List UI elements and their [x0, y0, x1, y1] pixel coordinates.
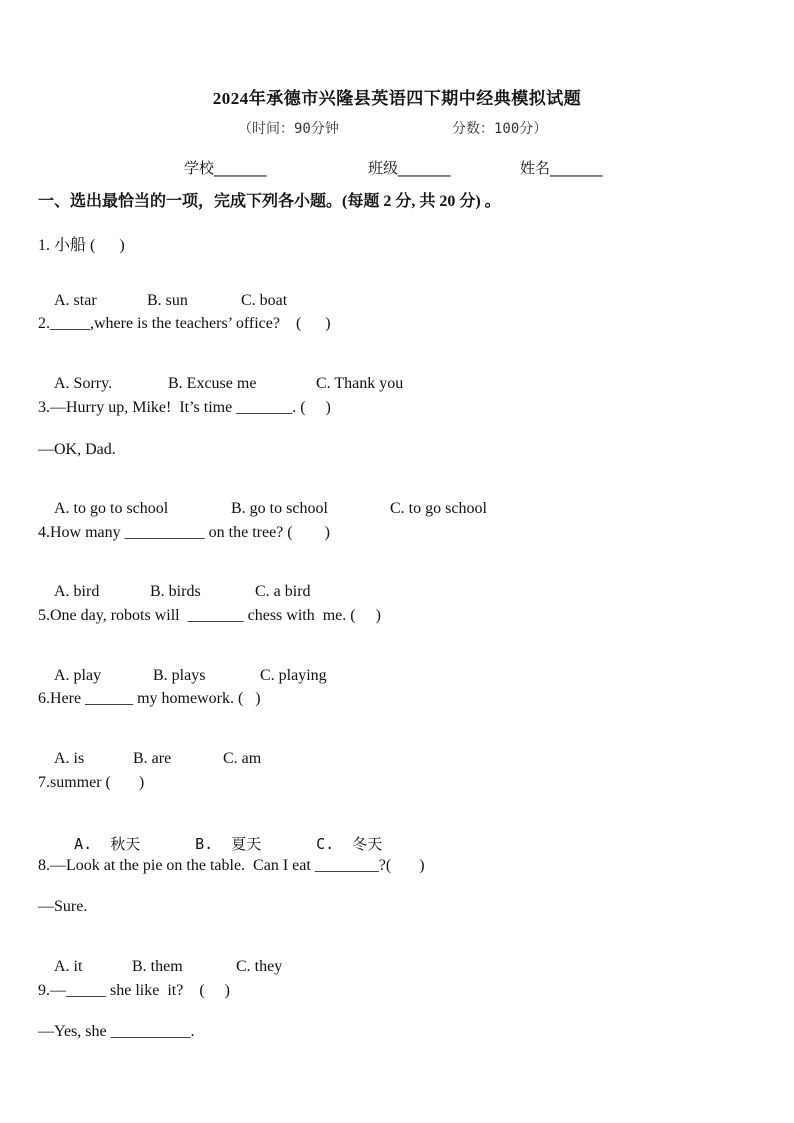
option-b: B. Excuse me [168, 375, 257, 392]
section-heading: 一、选出最恰当的一项，完成下列各小题。(每题 2 分, 共 20 分) 。 [38, 193, 501, 210]
option-c: C. a bird [255, 583, 311, 600]
option-b: B. 夏天 [195, 835, 262, 853]
option-b: B. them [132, 958, 183, 975]
question-7-stem: 7.summer ( ) [38, 774, 145, 791]
question-5-stem: 5.One day, robots will _______ chess with me. ( ) [38, 607, 381, 624]
name-field: 姓名_______ [520, 159, 603, 177]
option-a: A. 秋天 [74, 835, 141, 853]
question-3-stem: 3.—Hurry up, Mike! It’s time _______. ( ) [38, 399, 331, 416]
option-b: B. are [133, 750, 172, 767]
exam-time: （时间：90分钟 [238, 121, 339, 137]
option-b: B. birds [150, 583, 201, 600]
question-1-stem: 1. 小船 ( ) [38, 237, 125, 254]
exam-title: 2024年承德市兴隆县英语四下期中经典模拟试题 [212, 89, 582, 108]
option-a: A. play [54, 667, 102, 684]
option-c: C. they [236, 958, 283, 975]
question-4-stem: 4.How many __________ on the tree? ( ) [38, 524, 330, 541]
exam-score: 分数：100分） [452, 121, 548, 137]
option-a: A. star [54, 292, 97, 309]
option-c: C. am [223, 750, 262, 767]
question-9-stem: 9.—_____ she like it? ( ) [38, 982, 230, 999]
question-3-dialog: —OK, Dad. [38, 441, 116, 458]
question-2-stem: 2._____,where is the teachers’ office? ( ) [38, 315, 331, 332]
question-6-stem: 6.Here ______ my homework. ( ) [38, 690, 261, 707]
option-a: A. it [54, 958, 83, 975]
option-c: C. playing [260, 667, 327, 684]
school-field: 学校_______ [184, 159, 267, 177]
option-c: C. boat [241, 292, 288, 309]
option-c: C. 冬天 [316, 835, 383, 853]
option-b: B. plays [153, 667, 206, 684]
option-a: A. to go to school [54, 500, 169, 517]
option-c: C. Thank you [316, 375, 404, 392]
question-8-dialog: —Sure. [38, 898, 88, 915]
option-a: A. Sorry. [54, 375, 113, 392]
option-c: C. to go school [390, 500, 487, 517]
class-field: 班级_______ [368, 159, 451, 177]
question-8-stem: 8.—Look at the pie on the table. Can I eat ________?( ) [38, 857, 425, 874]
option-a: A. is [54, 750, 85, 767]
option-b: B. sun [147, 292, 188, 309]
question-9-dialog: —Yes, she __________. [38, 1023, 195, 1040]
option-b: B. go to school [231, 500, 328, 517]
option-a: A. bird [54, 583, 100, 600]
